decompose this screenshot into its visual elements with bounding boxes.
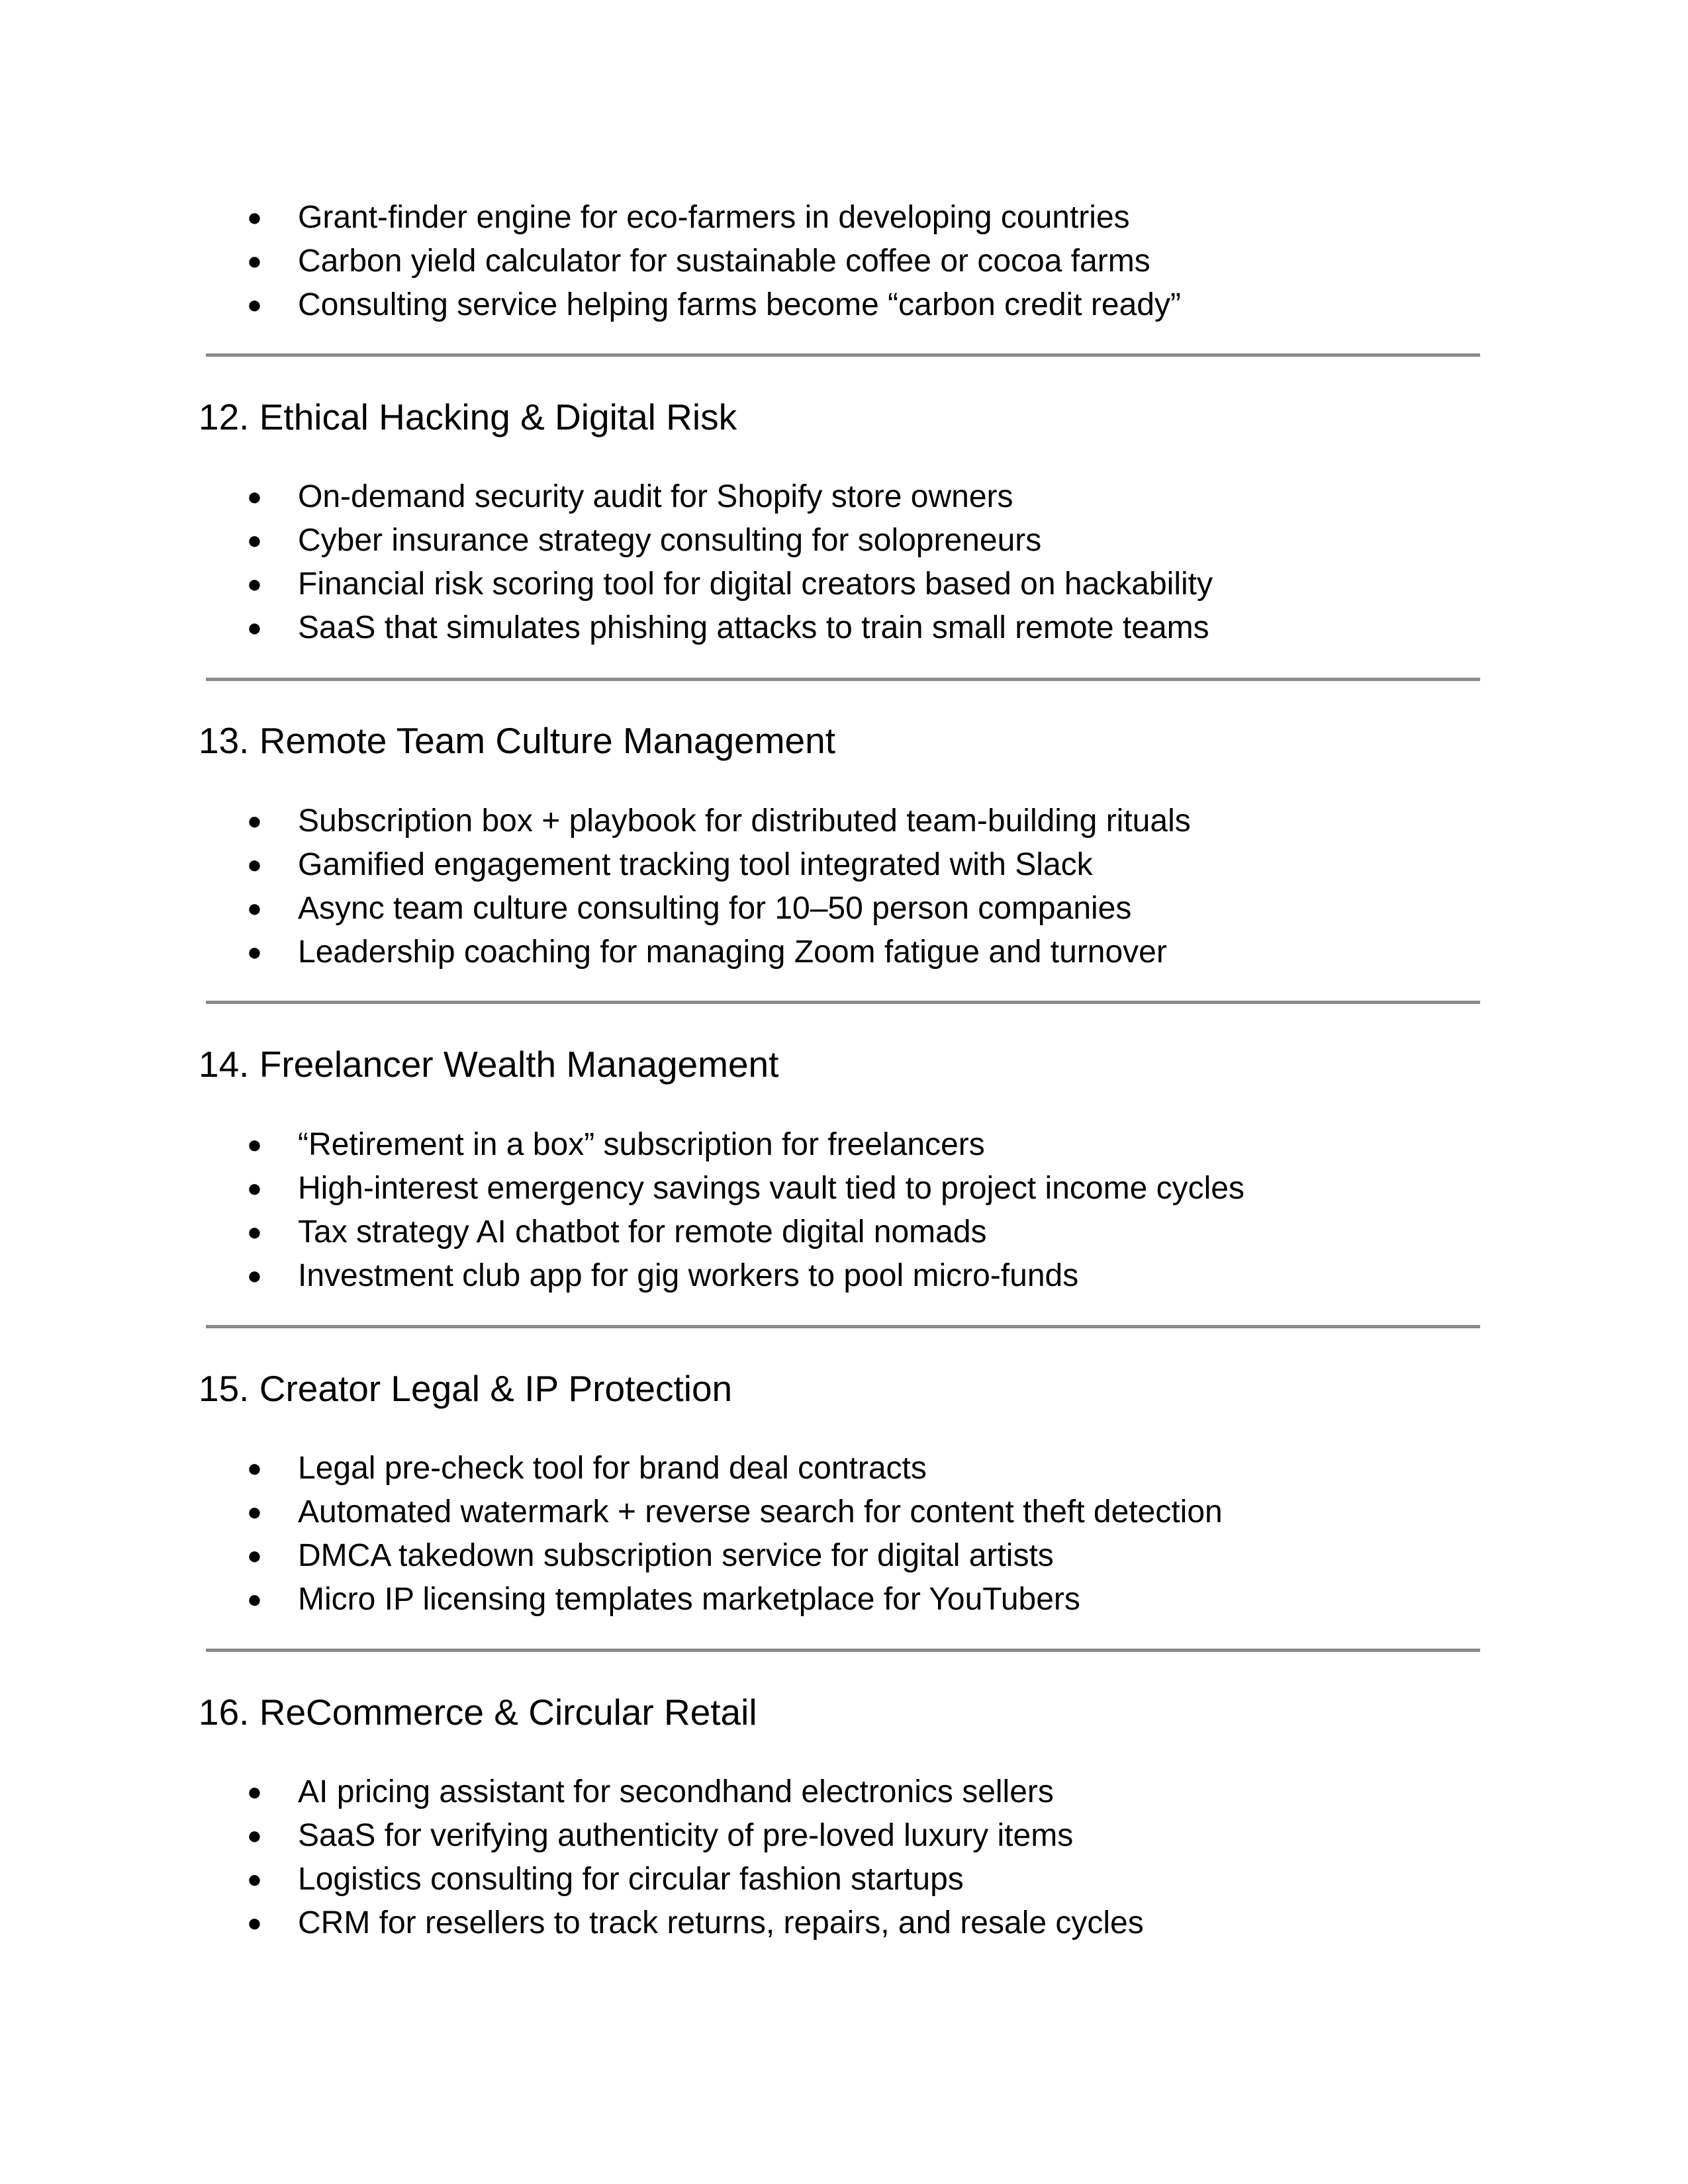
bullet-icon: ● [247,938,262,966]
bullet-icon: ● [247,291,262,319]
bullet-icon: ● [247,807,262,835]
list-item-text: Tax strategy AI chatbot for remote digital nomads [298,1214,987,1250]
list-item-text: Logistics consulting for circular fashion startups [298,1862,964,1897]
bullet-icon: ● [247,204,262,232]
list-item [245,519,1213,563]
section-heading: 14. Freelancer Wealth Management [199,1044,779,1085]
bullet-icon: ● [247,895,262,923]
list-item [245,240,1181,283]
section-heading: 12. Ethical Hacking & Digital Risk [199,396,737,437]
list-item [245,1490,1223,1534]
list-item-text: CRM for resellers to track returns, repairs, and resale cycles [298,1905,1144,1940]
list-item-text: AI pricing assistant for secondhand electronics sellers [298,1774,1054,1809]
list-item [245,1901,1144,1945]
list-item [245,1123,1244,1167]
list-item [245,1167,1244,1210]
bullet-icon: ● [247,1586,262,1614]
list-item [245,1210,1244,1254]
bullet-icon: ● [247,527,262,555]
list-item [245,563,1213,606]
bullet-icon: ● [247,1909,262,1937]
list-item-text: Financial risk scoring tool for digital creators based on hackability [298,567,1213,602]
list-item-text: “Retirement in a box” subscription for freelancers [298,1127,985,1162]
list-item-text: SaaS that simulates phishing attacks to train small remote teams [298,610,1209,645]
bullet-icon: ● [247,1218,262,1246]
list-item [245,1447,1223,1490]
bullet-icon: ● [247,1542,262,1570]
section-heading: 15. Creator Legal & IP Protection [199,1368,733,1409]
bullet-icon: ● [247,1498,262,1526]
list-item-text: Subscription box + playbook for distributed team-building rituals [298,803,1191,839]
section-bullet-list [245,475,1213,650]
bullet-icon: ● [247,483,262,511]
section-heading: 16. ReCommerce & Circular Retail [199,1692,757,1733]
list-item-text: Gamified engagement tracking tool integrated with Slack [298,847,1093,882]
bullet-icon: ● [247,1866,262,1893]
list-item-text: Leadership coaching for managing Zoom fatigue and turnover [298,934,1167,970]
list-item-text: Legal pre-check tool for brand deal contracts [298,1451,927,1486]
list-item [245,1578,1223,1621]
list-item [245,1770,1144,1814]
horizontal-divider [206,1649,1480,1652]
bullet-icon: ● [247,1262,262,1290]
bullet-icon: ● [247,1822,262,1850]
bullet-icon: ● [247,248,262,275]
list-item-text: DMCA takedown subscription service for digital artists [298,1538,1054,1573]
horizontal-divider [206,1001,1480,1004]
list-item [245,1254,1244,1298]
section-bullet-list [245,1123,1244,1298]
list-item [245,475,1213,519]
list-item [245,799,1191,843]
section-bullet-list [245,1770,1144,1945]
bullet-icon: ● [247,851,262,879]
bullet-icon: ● [247,1455,262,1482]
bullet-icon: ● [247,1778,262,1806]
list-item-text: On-demand security audit for Shopify store owners [298,479,1013,514]
bullet-icon: ● [247,570,262,598]
list-item [245,931,1191,974]
intro-bullet-list [245,196,1181,327]
bullet-icon: ● [247,1131,262,1159]
list-item [245,887,1191,931]
list-item [245,1534,1223,1578]
list-item-text: Automated watermark + reverse search for content theft detection [298,1494,1223,1529]
horizontal-divider [206,1325,1480,1328]
list-item [245,1814,1144,1858]
horizontal-divider [206,353,1480,357]
list-item-text: Async team culture consulting for 10–50 person companies [298,891,1132,926]
list-item-text: Consulting service helping farms become “carbon credit ready” [298,287,1181,322]
list-item [245,843,1191,887]
list-item-text: Carbon yield calculator for sustainable coffee or cocoa farms [298,244,1150,279]
list-item-text: Investment club app for gig workers to pool micro-funds [298,1258,1079,1293]
section-bullet-list [245,799,1191,974]
list-item [245,1858,1144,1901]
section-heading: 13. Remote Team Culture Management [199,720,835,761]
list-item-text: Micro IP licensing templates marketplace for YouTubers [298,1582,1080,1617]
list-item [245,283,1181,327]
bullet-icon: ● [247,614,262,642]
list-item-text: High-interest emergency savings vault tied to project income cycles [298,1171,1244,1206]
bullet-icon: ● [247,1175,262,1203]
list-item-text: SaaS for verifying authenticity of pre-loved luxury items [298,1818,1074,1853]
horizontal-divider [206,678,1480,681]
list-item [245,606,1213,650]
list-item-text: Grant-finder engine for eco-farmers in developing countries [298,200,1130,235]
section-bullet-list [245,1447,1223,1621]
list-item-text: Cyber insurance strategy consulting for solopreneurs [298,523,1042,558]
list-item [245,196,1181,240]
